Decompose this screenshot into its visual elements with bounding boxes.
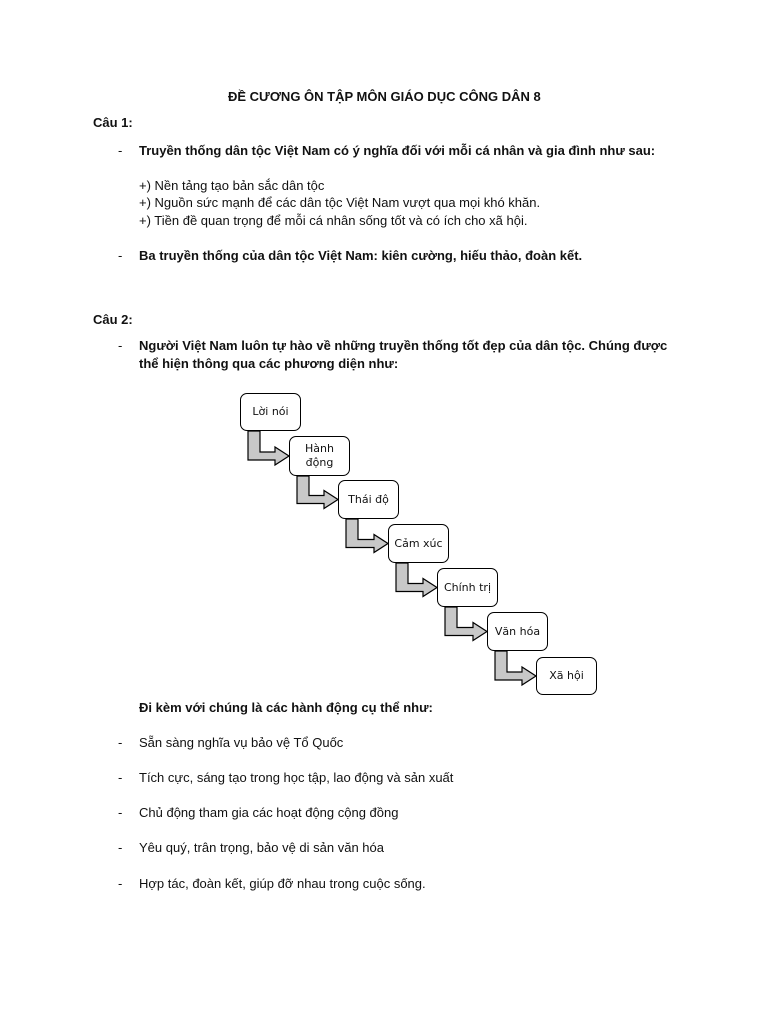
page-title: ĐỀ CƯƠNG ÔN TẬP MÔN GIÁO DỤC CÔNG DÂN 8 <box>228 89 541 104</box>
bullet-dash: - <box>118 735 123 750</box>
q1-sub-item: +) Nền tảng tạo bản sắc dân tộc <box>139 178 325 193</box>
flow-box-xa-hoi: Xã hội <box>536 657 597 695</box>
flow-connector-arrow <box>396 563 437 597</box>
question-1-label: Câu 1: <box>93 115 133 130</box>
action-item: Yêu quý, trân trọng, bảo vệ di sản văn hóa <box>139 840 385 855</box>
flow-box-chinh-tri: Chính trị <box>437 568 498 607</box>
flow-connector-arrow <box>445 607 487 641</box>
q2-point-1-line-1: Người Việt Nam luôn tự hào về những truyền thống tốt đẹp của dân tộc. Chúng được <box>139 338 668 353</box>
action-item: Sẵn sàng nghĩa vụ bảo vệ Tổ Quốc <box>139 735 344 750</box>
actions-intro: Đi kèm với chúng là các hành động cụ thể như: <box>139 700 433 715</box>
flow-box-loi-noi: Lời nói <box>240 393 301 431</box>
flow-box-cam-xuc: Cảm xúc <box>388 524 449 563</box>
question-2-label: Câu 2: <box>93 312 133 327</box>
bullet-dash: - <box>118 338 123 353</box>
q1-sub-item: +) Nguồn sức mạnh để các dân tộc Việt Nam vượt qua mọi khó khăn. <box>139 195 541 210</box>
action-item: Chủ động tham gia các hoạt động cộng đồng <box>139 805 399 820</box>
bullet-dash: - <box>118 805 123 820</box>
q1-point-1: Truyền thống dân tộc Việt Nam có ý nghĩa đối với mỗi cá nhân và gia đình như sau: <box>139 143 656 158</box>
flow-connector-arrow <box>346 519 388 553</box>
flow-connector-arrow <box>297 476 338 509</box>
q2-point-1-line-2: thể hiện thông qua các phương diện như: <box>139 356 399 371</box>
bullet-dash: - <box>118 876 123 891</box>
bullet-dash: - <box>118 770 123 785</box>
q1-sub-item: +) Tiền đề quan trọng để mỗi cá nhân sống tốt và có ích cho xã hội. <box>139 213 528 228</box>
bullet-dash: - <box>118 840 123 855</box>
action-item: Hợp tác, đoàn kết, giúp đỡ nhau trong cuộc sống. <box>139 876 426 891</box>
q1-point-2: Ba truyền thống của dân tộc Việt Nam: kiên cường, hiếu thảo, đoàn kết. <box>139 248 583 263</box>
bullet-dash: - <box>118 248 123 263</box>
flow-box-hanh-dong: Hành động <box>289 436 350 476</box>
bullet-dash: - <box>118 143 123 158</box>
flow-box-van-hoa: Văn hóa <box>487 612 548 651</box>
flow-connector-arrow <box>248 431 289 465</box>
flow-box-thai-do: Thái độ <box>338 480 399 519</box>
flow-connector-arrow <box>495 651 536 685</box>
action-item: Tích cực, sáng tạo trong học tập, lao động và sản xuất <box>139 770 454 785</box>
